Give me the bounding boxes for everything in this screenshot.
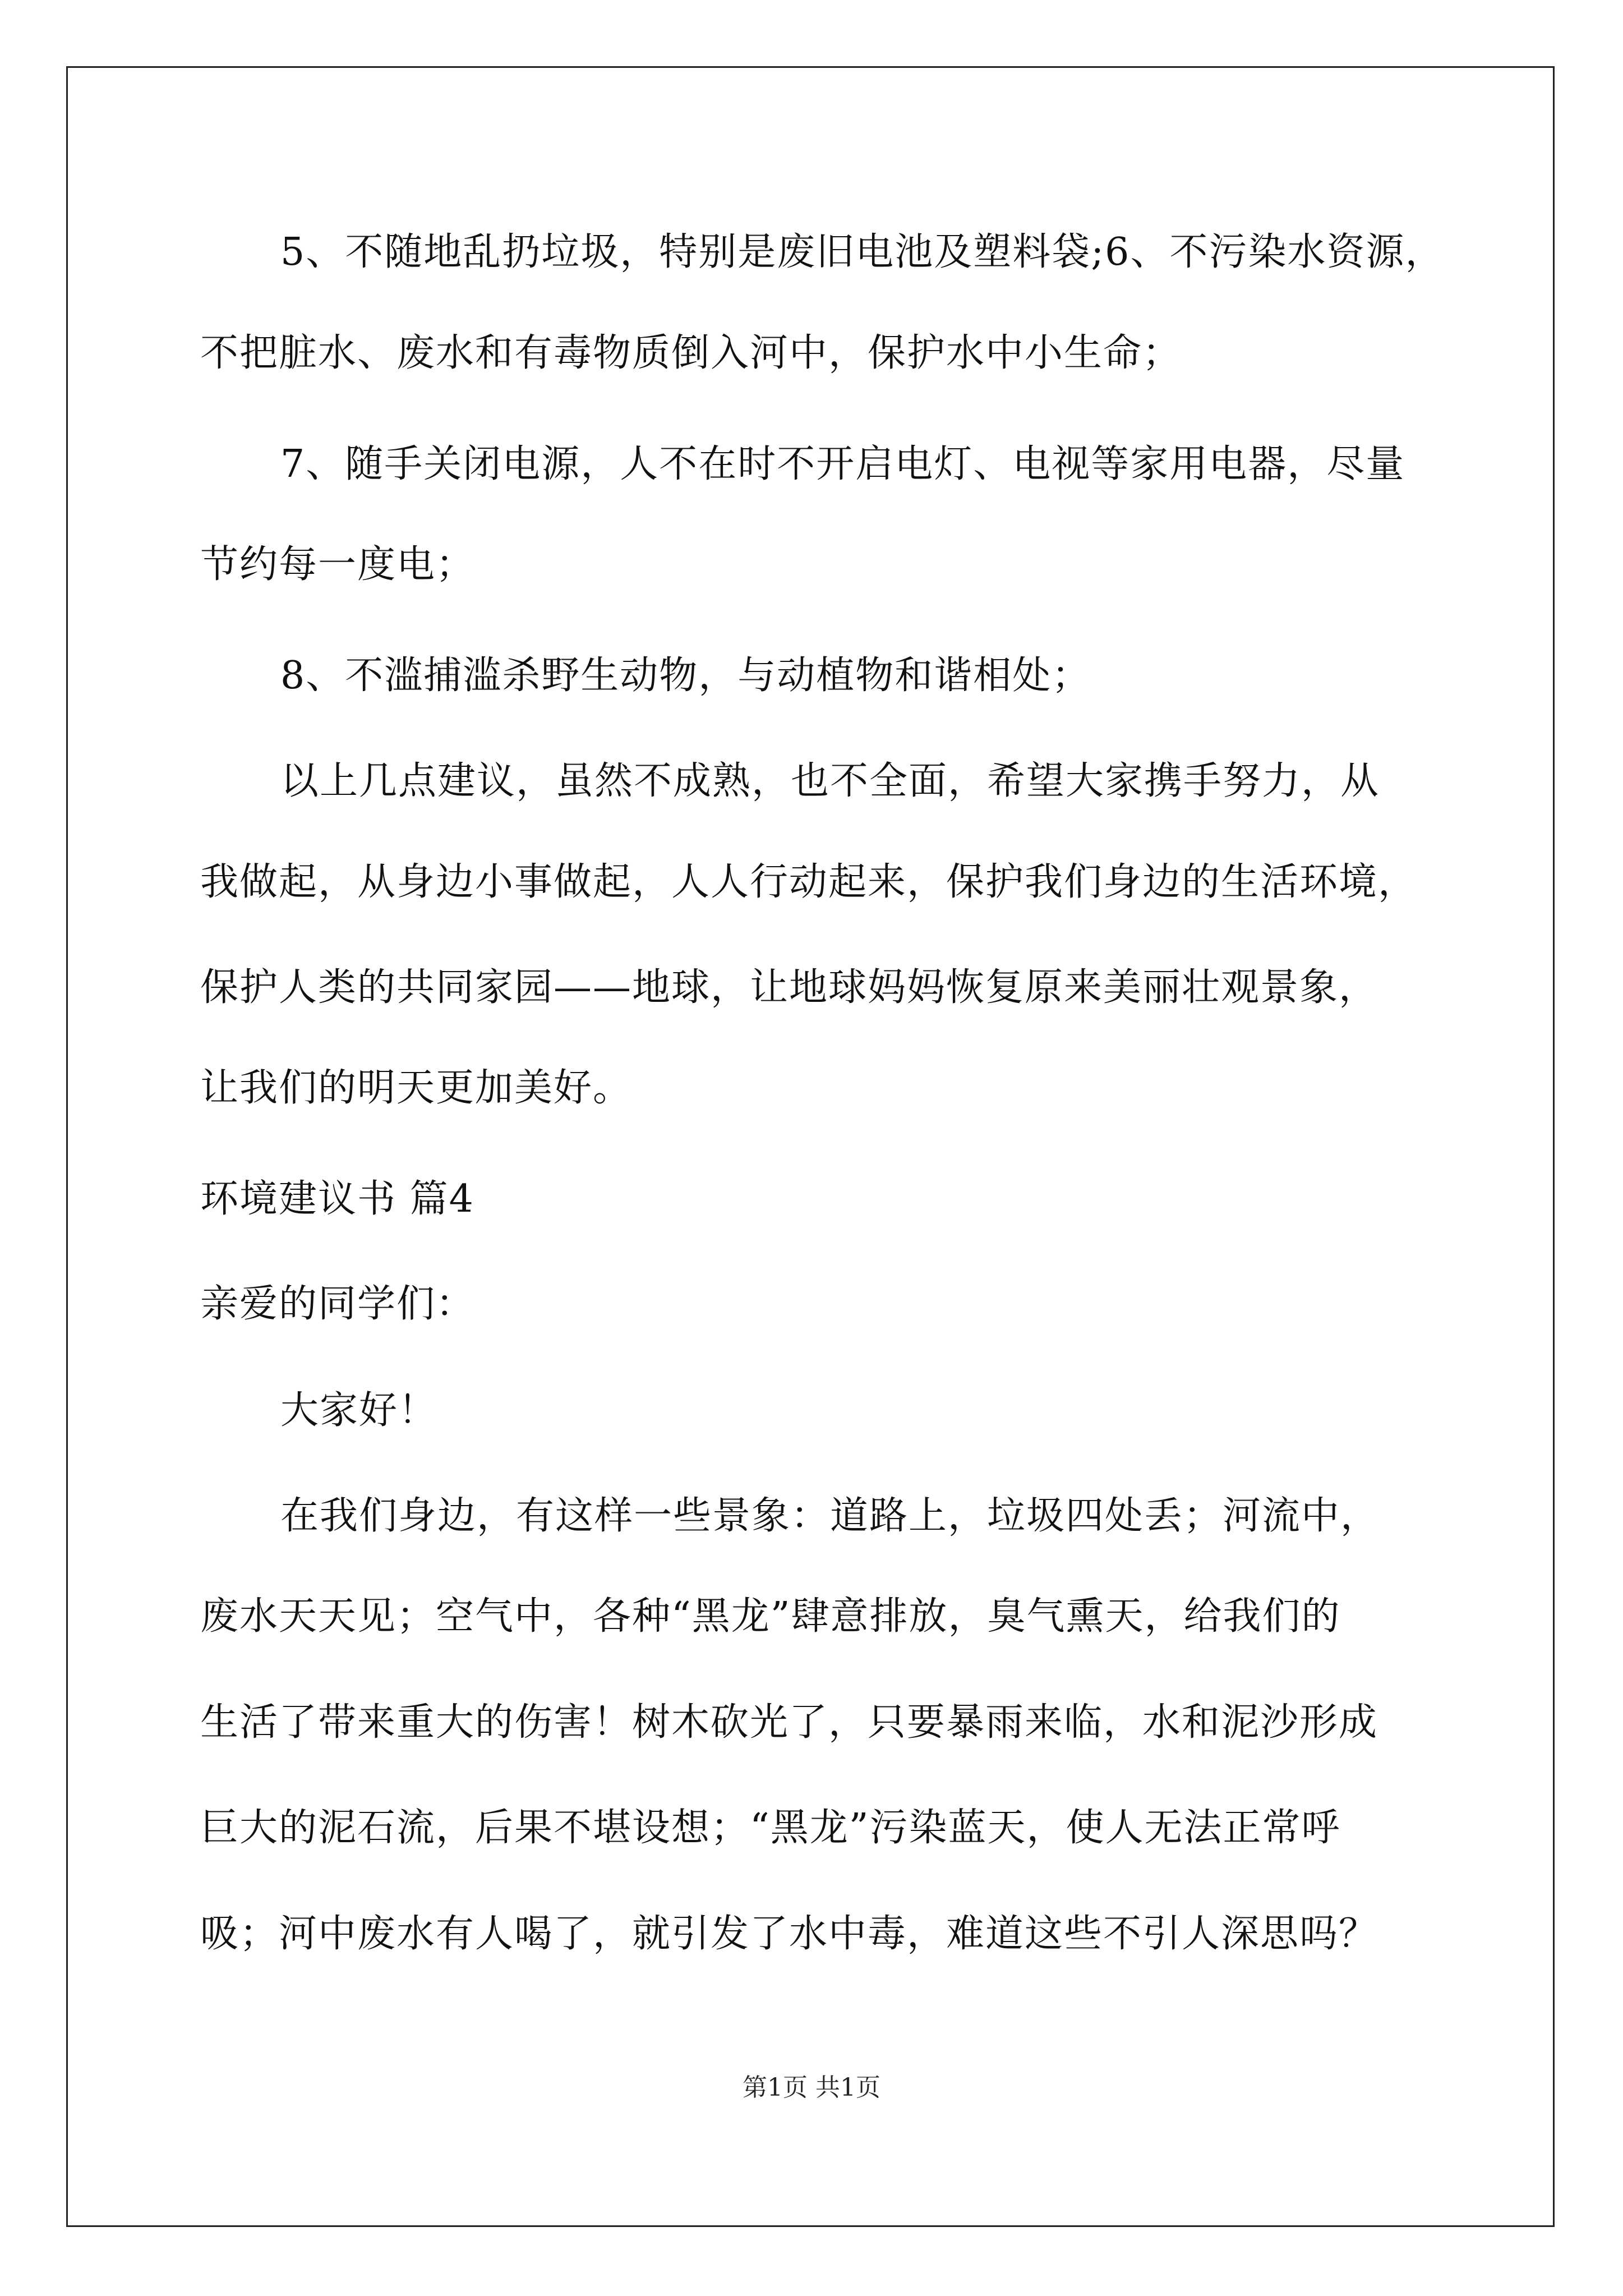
page-border [66,66,1555,2227]
paragraph-line: 保护人类的共同家园——地球，让地球妈妈恢复原来美丽壮观景象， [200,965,1378,1010]
paragraph-line: 吸；河中废水有人喝了，就引发了水中毒，难道这些不引人深思吗？ [200,1912,1378,1956]
page-footer: 第1页 共1页 [743,2073,880,2102]
paragraph-line: 废水天天见；空气中，各种“黑龙”肆意排放，臭气熏天，给我们的 [200,1594,1341,1639]
paragraph-line: 让我们的明天更加美好。 [200,1066,633,1110]
paragraph-line: 8、不滥捕滥杀野生动物，与动植物和谐相处； [280,654,1091,698]
paragraph-line: 生活了带来重大的伤害！树木砍光了，只要暴雨来临，水和泥沙形成 [200,1700,1378,1745]
greeting: 大家好！ [280,1388,438,1433]
paragraph-line: 7、随手关闭电源，人不在时不开启电灯、电视等家用电器，尽量 [280,442,1405,486]
paragraph-line: 以上几点建议，虽然不成熟，也不全面，希望大家携手努力，从 [280,759,1380,803]
paragraph-line: 我做起，从身边小事做起，人人行动起来，保护我们身边的生活环境， [200,860,1418,904]
paragraph-line: 不把脏水、废水和有毒物质倒入河中，保护水中小生命； [200,331,1182,375]
section-heading: 环境建议书 篇4 [200,1177,474,1221]
paragraph-line: 在我们身边，有这样一些景象：道路上，垃圾四处丢；河流中， [280,1494,1380,1538]
paragraph-line: 5、不随地乱扔垃圾，特别是废旧电池及塑料袋;6、不污染水资源， [280,230,1445,274]
paragraph-line: 节约每一度电； [200,542,476,587]
salutation: 亲爱的同学们： [200,1282,476,1326]
paragraph-line: 巨大的泥石流，后果不堪设想；“黑龙”污染蓝天，使人无法正常呼 [200,1806,1341,1850]
